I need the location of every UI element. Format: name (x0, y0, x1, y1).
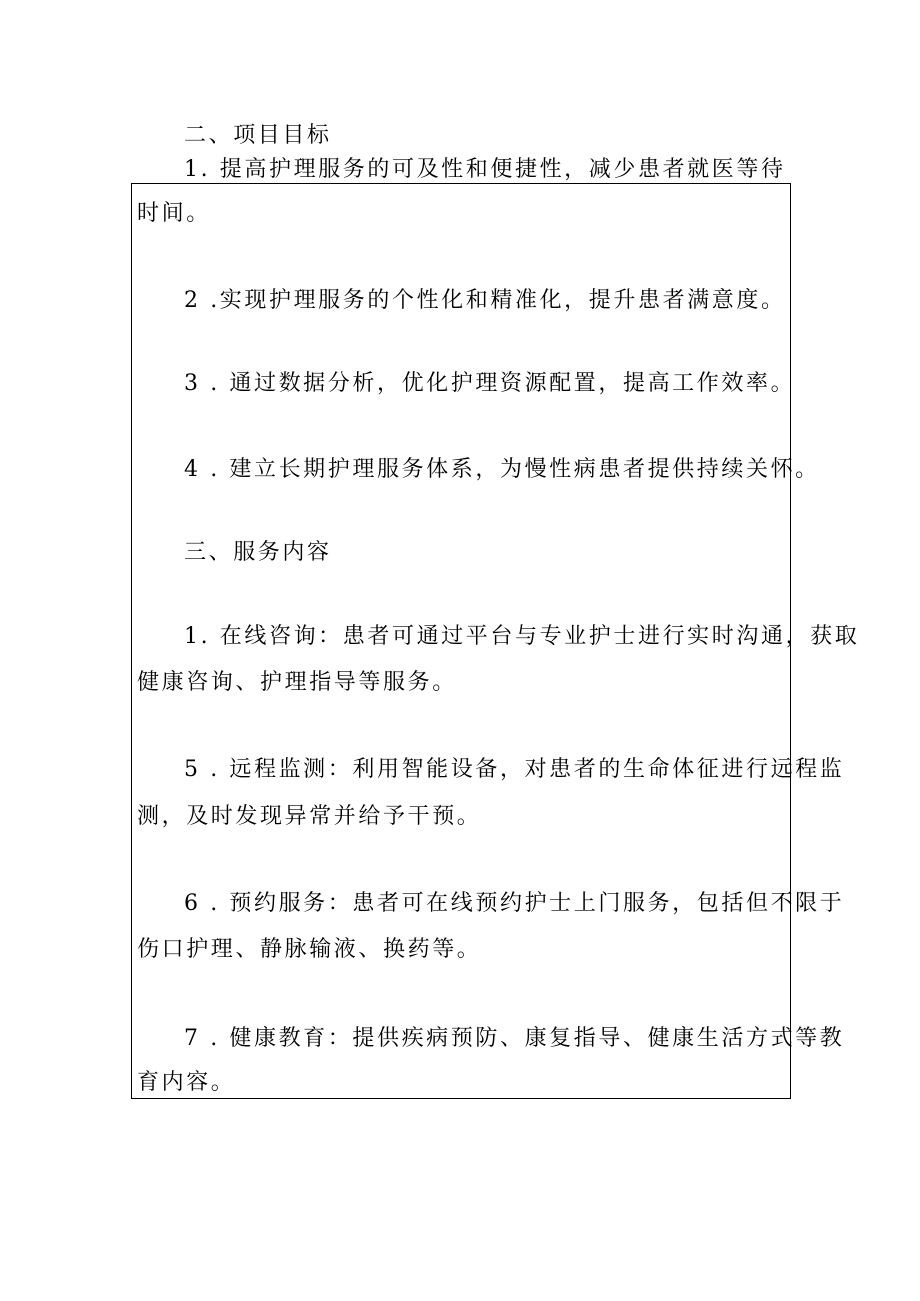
goal-2: 2 .实现护理服务的个性化和精准化，提升患者满意度。 (184, 288, 786, 313)
service-1-line-2: 健康咨询、护理指导等服务。 (137, 670, 457, 695)
service-1-line-1: 1. 在线咨询：患者可通过平台与专业护士进行实时沟通，获取 (184, 624, 860, 649)
goal-3: 3 . 通过数据分析，优化护理资源配置，提高工作效率。 (184, 371, 796, 396)
service-7-line-1: 7 . 健康教育：提供疾病预防、康复指导、健康生活方式等教 (184, 1026, 845, 1051)
service-5-line-1: 5 . 远程监测：利用智能设备，对患者的生命体征进行远程监 (184, 757, 845, 782)
service-7-line-2: 育内容。 (137, 1070, 236, 1095)
goal-1-line-1: 1. 提高护理服务的可及性和便捷性，减少患者就医等待 (184, 157, 786, 182)
service-6-line-1: 6 . 预约服务：患者可在线预约护士上门服务，包括但不限于 (184, 891, 845, 916)
goal-4: 4 . 建立长期护理服务体系，为慢性病患者提供持续关怀。 (184, 457, 820, 482)
section-2-heading: 二、项目目标 (184, 123, 332, 148)
section-3-heading: 三、服务内容 (184, 540, 332, 565)
goal-1-line-2: 时间。 (137, 201, 211, 226)
service-5-line-2: 测，及时发现异常并给予干预。 (137, 804, 482, 829)
service-6-line-2: 伤口护理、静脉输液、换药等。 (137, 937, 482, 962)
